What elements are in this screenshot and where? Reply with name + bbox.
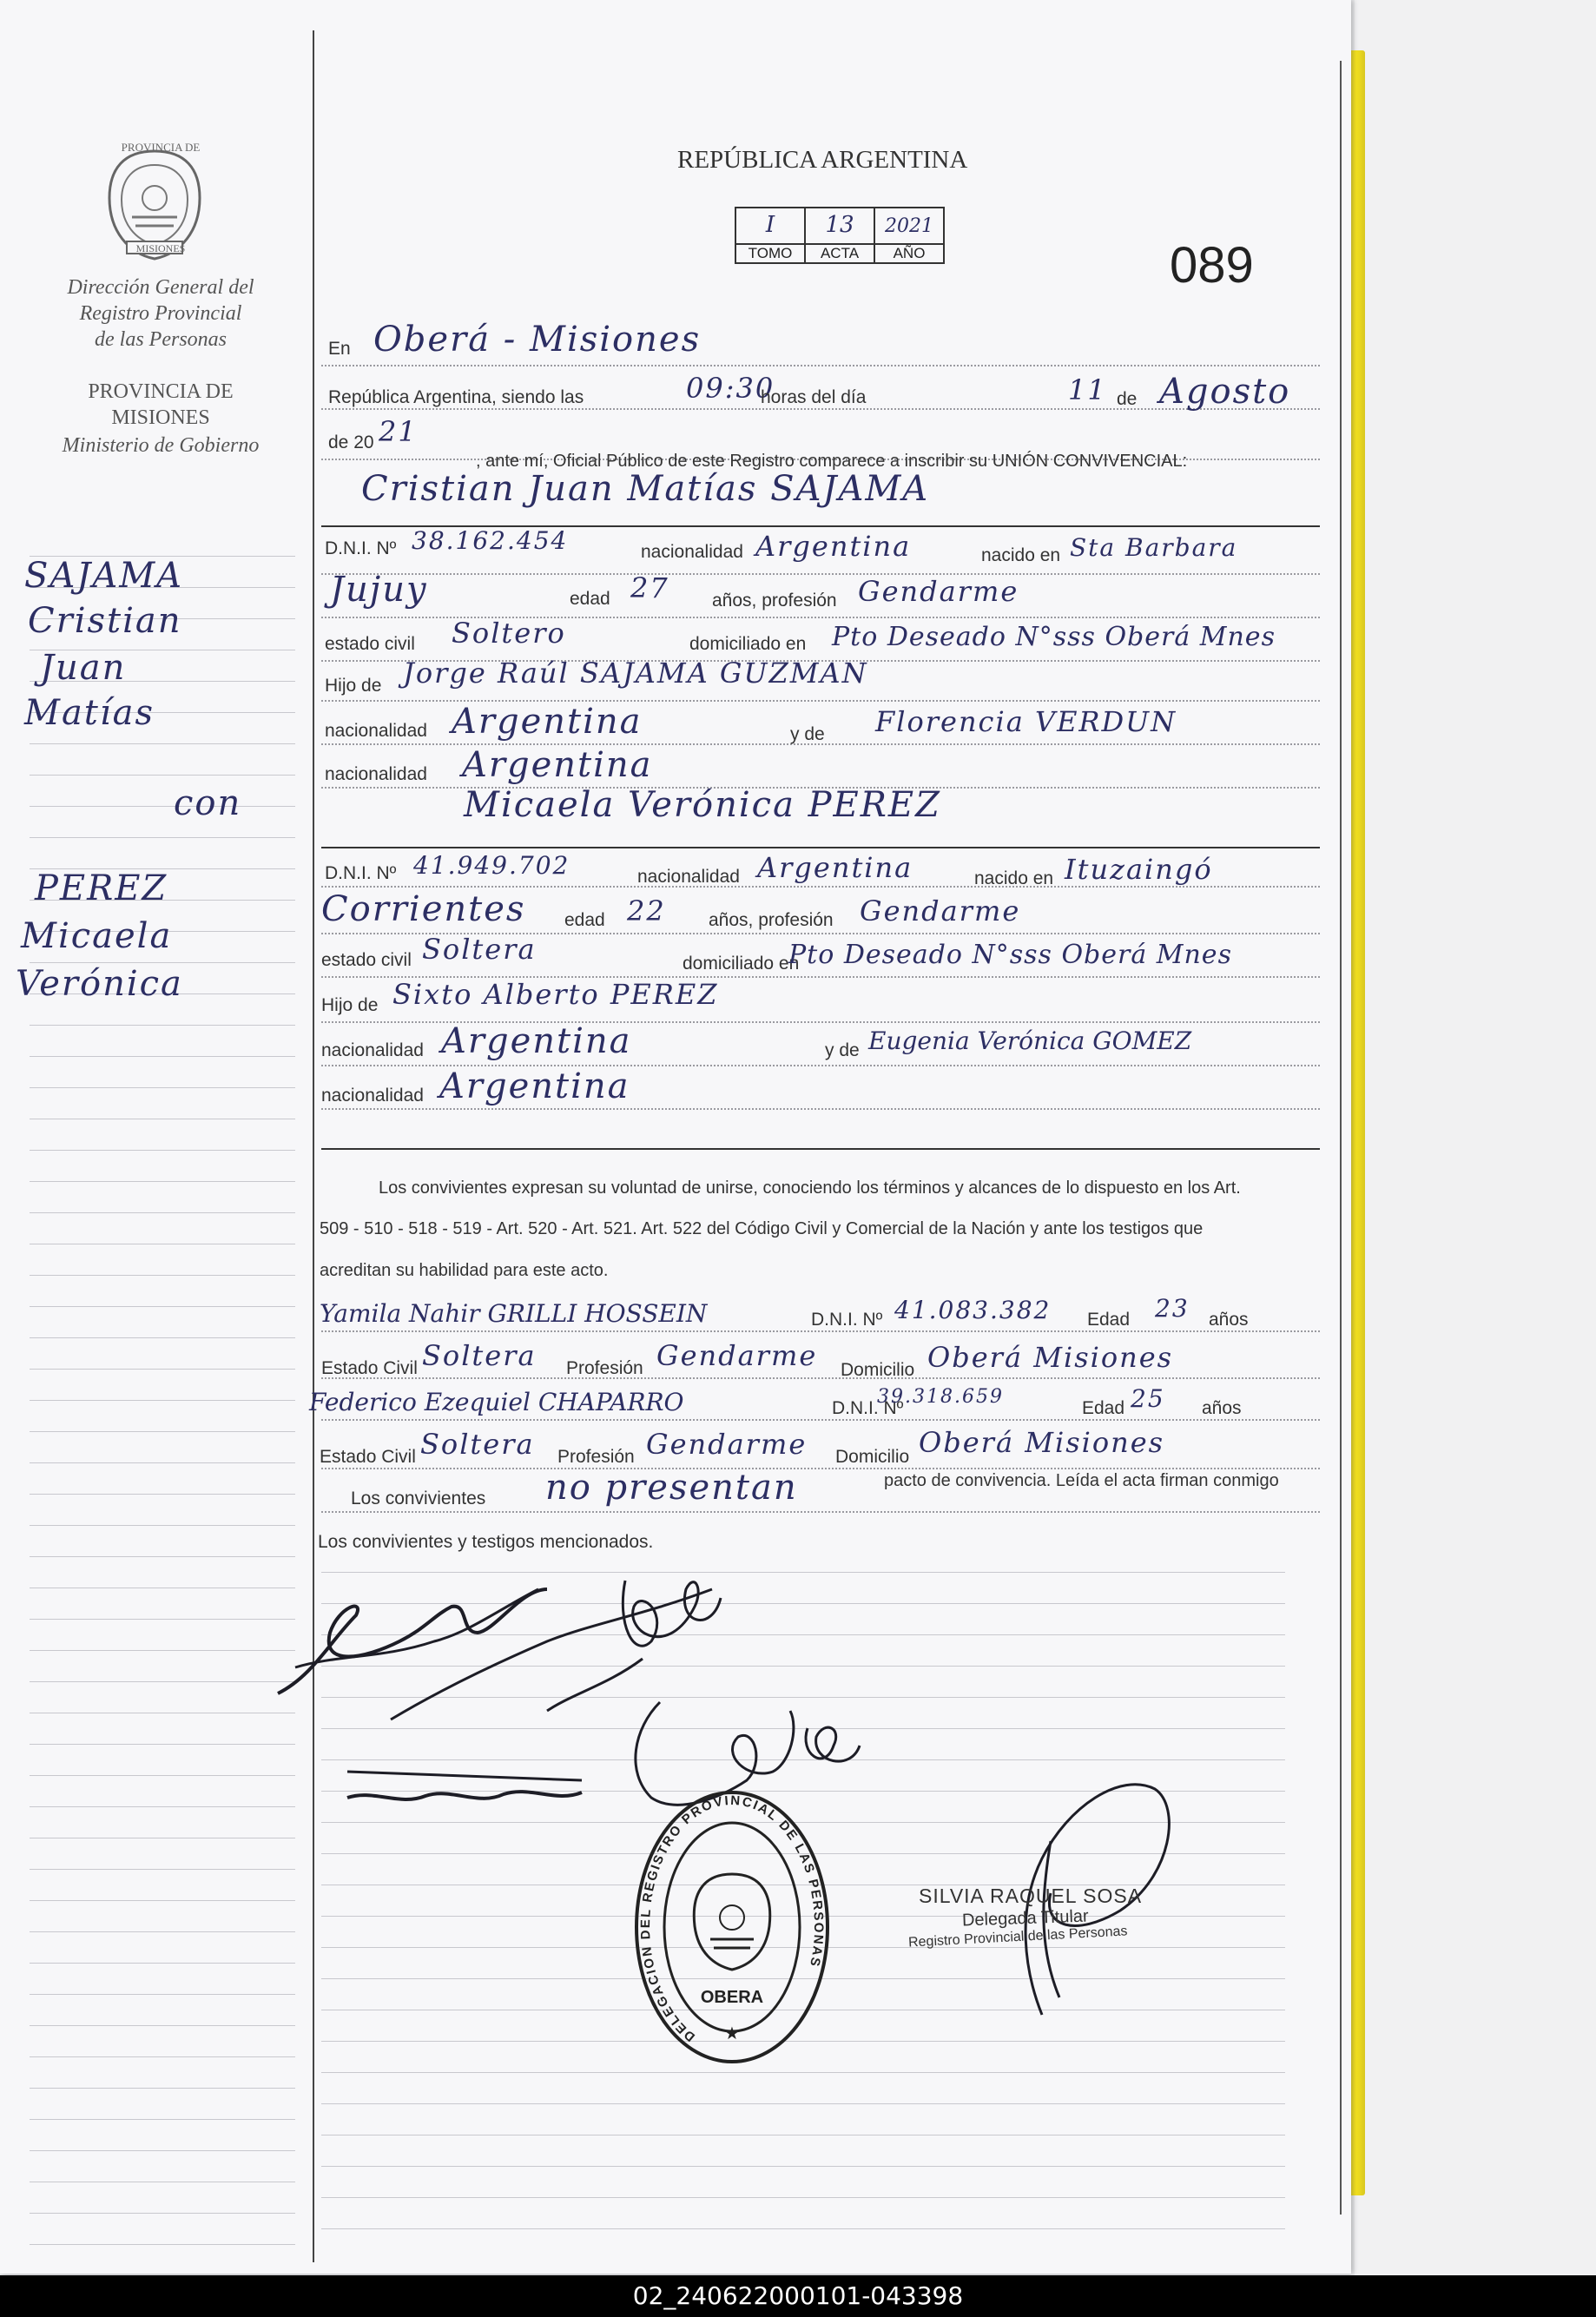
official-registry: Registro Provincial de las Personas	[907, 1924, 1128, 1951]
sidebar-dept-line3: de las Personas	[95, 328, 227, 351]
margin-rule-line	[30, 1462, 295, 1463]
p1-prof-label: años, profesión	[712, 591, 837, 611]
w1-dom-label: Domicilio	[841, 1360, 915, 1380]
stamp-city: OBERA	[700, 1988, 764, 2007]
margin-rule-line	[30, 806, 295, 807]
sidebar-province-line1: PROVINCIA DE	[88, 380, 234, 403]
w1-civil: Soltera	[422, 1339, 537, 1372]
p1-nac-label: nacionalidad	[641, 542, 743, 562]
p1-civil: Soltero	[452, 617, 566, 650]
w2-age: 25	[1131, 1384, 1165, 1413]
form-rule-line	[321, 1108, 1320, 1110]
margin-note: Micaela	[21, 916, 173, 956]
w2-address: Oberá Misiones	[919, 1426, 1165, 1459]
p1-yde-label: y de	[790, 724, 825, 744]
margin-rule-line	[30, 2150, 295, 2151]
pact-text: pacto de convivencia. Leída el acta firman conmigo	[884, 1471, 1279, 1490]
p2-nacido-label: nacido en	[974, 868, 1054, 888]
sidebar-ministry: Ministerio de Gobierno	[62, 434, 260, 457]
margin-rule-line	[30, 1431, 295, 1432]
emblem-bottom-text: MISIONES	[135, 242, 186, 254]
w2-dom-label: Domicilio	[835, 1447, 910, 1467]
p1-birthplace-a: Sta Barbara	[1070, 533, 1238, 562]
declaration-line3: acreditan su habilidad para este acto.	[320, 1261, 609, 1280]
p1-nac-mother-label: nacionalidad	[325, 764, 427, 784]
form-rule-line	[321, 573, 1320, 575]
margin-rule-line	[30, 1525, 295, 1526]
p2-profession: Gendarme	[860, 894, 1021, 927]
tomo-cell	[736, 208, 806, 262]
sidebar-province-line2: MISIONES	[111, 406, 210, 429]
w1-age: 23	[1155, 1294, 1190, 1323]
signature-rule-line	[321, 2197, 1285, 2198]
w2-anos-label: años	[1202, 1398, 1242, 1418]
horas-label: horas del día	[761, 387, 867, 407]
margin-rule-line	[30, 1681, 295, 1682]
form-rule-line	[321, 1377, 1320, 1379]
w2-dni: 39.318.659	[877, 1386, 1004, 1408]
margin-rule-line	[30, 1212, 295, 1213]
margin-rule-line	[30, 2244, 295, 2245]
w1-prof-label: Profesión	[566, 1358, 643, 1378]
margin-rule-line	[30, 2025, 295, 2026]
en-label: En	[328, 339, 351, 359]
sidebar-dept-line2: Registro Provincial	[79, 302, 242, 325]
compare-text: , ante mí, Oficial Público de este Registro comparece a inscribir su UNIÓN CONVIVENCIAL:	[476, 452, 1188, 471]
margin-rule-line	[30, 1494, 295, 1495]
p2-father: Sixto Alberto PEREZ	[392, 978, 719, 1011]
p1-address: Pto Deseado N°sss Oberá Mnes	[832, 622, 1276, 652]
margin-rule-line	[30, 1806, 295, 1807]
form-rule-line	[321, 886, 1320, 888]
pact-value: no presentan	[545, 1468, 798, 1508]
margin-divider	[313, 30, 314, 2262]
p2-nac-father-label: nacionalidad	[321, 1040, 424, 1060]
p1-mother-nat: Argentina	[462, 745, 653, 785]
declaration-line2: 509 - 510 - 518 - 519 - Art. 520 - Art. 521. Art. 522 del Código Civil y Comercial de la Nación y ante los testigos que	[320, 1219, 1204, 1238]
signature-rule-line	[321, 2103, 1285, 2104]
margin-note: Verónica	[16, 964, 183, 1004]
p2-prof-label: años, profesión	[709, 910, 834, 930]
margin-rule-line	[30, 743, 295, 744]
p2-address: Pto Deseado N°sss Oberá Mnes	[788, 940, 1232, 970]
p1-civil-label: estado civil	[325, 634, 415, 654]
place-value: Oberá - Misiones	[373, 320, 702, 360]
margin-note: Juan	[40, 648, 127, 688]
declaration-line1: Los convivientes expresan su voluntad de unirse, conociendo los términos y alcances de lo dispuesto en los Art.	[379, 1178, 1241, 1198]
person1-name: Cristian Juan Matías SAJAMA	[361, 469, 930, 509]
footer-id: 02_240622000101-043398	[632, 2281, 964, 2310]
margin-rule-line	[30, 2088, 295, 2089]
de-label: de	[1117, 389, 1138, 409]
acta-label: ACTA	[806, 243, 874, 262]
p2-yde-label: y de	[825, 1040, 860, 1060]
p2-mother-nat: Argentina	[439, 1066, 630, 1106]
form-rule-line	[321, 1511, 1320, 1513]
p1-edad-label: edad	[570, 589, 610, 609]
margin-rule-line	[30, 1400, 295, 1401]
siendo-label: República Argentina, siendo las	[328, 387, 584, 407]
w1-civil-label: Estado Civil	[321, 1358, 418, 1378]
official-name: SILVIA RAQUEL SOSA	[919, 1885, 1143, 1907]
official-stamp	[632, 1787, 832, 2067]
p2-birthplace-b: Corrientes	[321, 889, 526, 929]
w2-civil: Soltera	[420, 1428, 535, 1461]
star-icon: ★	[724, 2024, 740, 2043]
p2-civil: Soltera	[422, 933, 537, 966]
anio-label: AÑO	[875, 243, 943, 262]
w1-address: Oberá Misiones	[927, 1341, 1174, 1374]
margin-rule-line	[30, 1744, 295, 1745]
p1-dni-label: D.N.I. Nº	[325, 538, 397, 558]
right-border-line	[1340, 61, 1342, 2215]
w2-profession: Gendarme	[646, 1428, 808, 1461]
margin-rule-line	[30, 2056, 295, 2057]
tomo-acta-anio-box	[735, 207, 945, 264]
p1-age: 27	[630, 571, 669, 604]
margin-rule-line	[30, 1556, 295, 1557]
p2-mother: Eugenia Verónica GOMEZ	[868, 1026, 1192, 1055]
p2-nationality: Argentina	[757, 851, 913, 884]
p2-age: 22	[627, 894, 666, 927]
margin-note: SAJAMA	[24, 556, 184, 596]
margin-note: PEREZ	[35, 868, 168, 908]
time-value: 09:30	[686, 372, 775, 405]
section-divider	[321, 847, 1320, 848]
acta-value: 13	[825, 212, 854, 238]
w1-dni-label: D.N.I. Nº	[811, 1310, 883, 1330]
month-value: Agosto	[1159, 372, 1291, 412]
margin-rule-line	[30, 1306, 295, 1307]
margin-rule-line	[30, 1056, 295, 1057]
margin-rule-line	[30, 837, 295, 838]
witness1-name: Yamila Nahir GRILLI HOSSEIN	[320, 1299, 708, 1328]
w2-prof-label: Profesión	[557, 1447, 635, 1467]
signature-rule-line	[321, 2072, 1285, 2073]
margin-rule-line	[30, 962, 295, 963]
p2-nac-mother-label: nacionalidad	[321, 1086, 424, 1106]
witness2-name: Federico Ezequiel CHAPARRO	[309, 1388, 684, 1416]
p1-father: Jorge Raúl SAJAMA GUZMAN	[403, 657, 868, 690]
margin-rule-line	[30, 1337, 295, 1338]
margin-note: Cristian	[28, 601, 182, 641]
tomo-value: I	[765, 212, 775, 238]
p1-nac-father-label: nacionalidad	[325, 721, 427, 741]
margin-rule-line	[30, 1181, 295, 1182]
p2-hijo-label: Hijo de	[321, 995, 379, 1015]
section-divider	[321, 1148, 1320, 1150]
p2-father-nat: Argentina	[441, 1021, 632, 1061]
emblem-top-text: PROVINCIA DE	[121, 141, 201, 154]
p2-dni-label: D.N.I. Nº	[325, 863, 397, 883]
p1-dom-label: domiciliado en	[689, 634, 807, 654]
margin-rule-line	[30, 1025, 295, 1026]
p2-dni: 41.949.702	[413, 851, 570, 880]
tomo-label: TOMO	[736, 243, 804, 262]
sidebar-dept-line1: Dirección General del	[67, 276, 254, 299]
margin-rule-line	[30, 1150, 295, 1151]
background-table	[1355, 0, 1596, 2275]
margin-rule-line	[30, 1775, 295, 1776]
p2-dom-label: domiciliado en	[683, 954, 800, 974]
margin-rule-line	[30, 1650, 295, 1651]
margin-rule-line	[30, 2213, 295, 2214]
anio-cell	[875, 208, 943, 262]
margin-rule-line	[30, 775, 295, 776]
margin-rule-line	[30, 1963, 295, 1964]
p1-hijo-label: Hijo de	[325, 676, 382, 696]
w1-edad-label: Edad	[1087, 1310, 1131, 1330]
w1-dni: 41.083.382	[894, 1296, 1052, 1324]
form-rule-line	[321, 365, 1320, 366]
p2-nac-label: nacionalidad	[637, 867, 740, 887]
w1-profession: Gendarme	[656, 1339, 818, 1372]
acta-cell	[806, 208, 875, 262]
p1-birthplace-b: Jujuy	[330, 570, 428, 610]
form-rule-line	[321, 1468, 1320, 1469]
document-title: REPÚBLICA ARGENTINA	[677, 146, 968, 174]
p1-father-nat: Argentina	[452, 702, 643, 742]
p1-mother: Florencia VERDUN	[875, 705, 1177, 738]
p1-profession: Gendarme	[858, 575, 1019, 608]
p1-dni: 38.162.454	[412, 526, 569, 555]
w2-civil-label: Estado Civil	[320, 1447, 416, 1467]
w2-edad-label: Edad	[1082, 1398, 1125, 1418]
margin-rule-line	[30, 1931, 295, 1932]
margin-rule-line	[30, 1619, 295, 1620]
margin-rule-line	[30, 1369, 295, 1370]
p1-nacido-label: nacido en	[981, 545, 1061, 565]
margin-note: Matías	[24, 693, 155, 733]
partner-name: Micaela Verónica PEREZ	[464, 785, 941, 825]
p2-birthplace-a: Ituzaingó	[1065, 853, 1213, 886]
p1-nationality: Argentina	[755, 530, 912, 563]
stamp-ring-text: DELEGACION DEL REGISTRO PROVINCIAL DE LAS PERSONAS	[637, 1792, 827, 2045]
year-value: 21	[379, 415, 418, 448]
day-value: 11	[1068, 373, 1107, 406]
p2-edad-label: edad	[564, 910, 605, 930]
record-number: 089	[1170, 237, 1254, 294]
margin-rule-line	[30, 1869, 295, 1870]
signature-rule-line	[321, 2228, 1285, 2229]
margin-rule-line	[30, 1994, 295, 1995]
signature-rule-line	[321, 2166, 1285, 2167]
w1-anos-label: años	[1209, 1310, 1249, 1330]
closing-conv-label: Los convivientes	[351, 1489, 486, 1508]
form-rule-line	[321, 1330, 1320, 1332]
margin-rule-line	[30, 1087, 295, 1088]
margin-note: con	[174, 783, 242, 823]
de20-label: de 20	[328, 432, 374, 452]
form-rule-line	[321, 1419, 1320, 1421]
margin-rule-line	[30, 1275, 295, 1276]
anio-value: 2021	[885, 215, 933, 237]
w2-dni-label: D.N.I. Nº	[832, 1398, 904, 1418]
margin-rule-line	[30, 2119, 295, 2120]
official-role: Delegada Titular	[961, 1906, 1089, 1931]
margin-rule-line	[30, 1900, 295, 1901]
closing-line2: Los convivientes y testigos mencionados.	[318, 1532, 654, 1552]
p2-civil-label: estado civil	[321, 950, 412, 970]
